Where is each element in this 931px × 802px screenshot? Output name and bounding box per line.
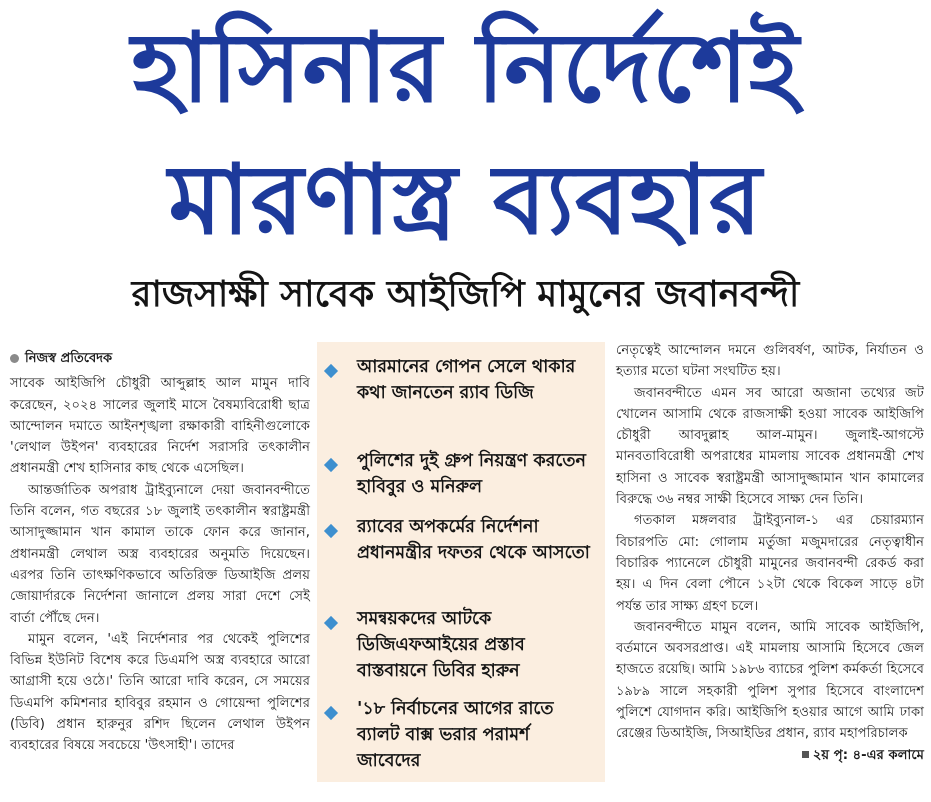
highlight-text: র‍্যাবের অপকর্মের নির্দেশনা প্রধানমন্ত্রীর দফতর থেকে আসতো <box>357 517 590 563</box>
paragraph: সাবেক আইজিপি চৌধুরী আব্দুল্লাহ আল মামুন দাবি করেছেন, ২০২৪ সালের জুলাই মাসে বৈষম্যবিরোধী ছাত্র আন্দোলন দমাতে আইনশৃঙ্খলা রক্ষাকারী বাহিনীগুলোকে 'লেথাল উইপন' ব্যবহারের নির্দেশ সরাসরি তৎকালীন প্রধানমন্ত্রী শেখ হাসিনার কাছ থেকে এসেছিল। <box>10 376 310 477</box>
highlight-text: '১৮ নির্বাচনের আগের রাতে ব্যালট বাক্স ভরার পরামর্শ জাবেদের <box>357 699 554 771</box>
highlight-text: আরমানের গোপন সেলে থাকার কথা জানতেন র‍্যাব ডিজি <box>357 357 576 403</box>
highlight-text: পুলিশের দুই গ্রুপ নিয়ন্ত্রণ করতেন হাবিবুর ও মনিরুল <box>357 451 586 497</box>
paragraph: নেতৃত্বেই আন্দোলন দমনে গুলিবর্ষণ, আটক, নির্যাতন ও হত্যার মতো ঘটনা সংঘটিত হয়। <box>616 343 924 380</box>
diamond-bullet-icon <box>324 706 338 720</box>
headline-line-2: মারণাস্ত্র ব্যবহার <box>168 144 763 256</box>
diamond-bullet-icon <box>324 524 338 538</box>
paragraph: জবানবন্দীতে এমন সব আরো অজানা তথ্যের জট খোলেন আসামি থেকে রাজসাক্ষী হওয়া সাবেক আইজিপি চৌধুরী আবদুল্লাহ আল-মামুন। জুলাই-আগস্টে মানবতাবিরোধী অপরাধের মামলায় সাবেক প্রধানমন্ত্রী শেখ হাসিনা ও সাবেক স্বরাষ্ট্রমন্ত্রী আসাদুজ্জামান খান কামালের বিরুদ্ধে ৩৬ নম্বর সাক্ষী হিসেবে সাক্ষ্য দেন তিনি। <box>616 385 924 508</box>
article-column-3 <box>616 340 924 766</box>
subheadline: রাজসাক্ষী সাবেক আইজিপি মামুনের জবানবন্দী <box>131 274 800 315</box>
diamond-bullet-icon <box>324 616 338 630</box>
paragraph: আন্তর্জাতিক অপরাধ ট্রাইব্যুনালে দেয়া জবানবন্দীতে তিনি বলেন, গত বছরের ১৮ জুলাই তৎকালীন স্বরাষ্ট্রমন্ত্রী আসাদুজ্জামান খান কামাল তাকে ফোন করে জানান, প্রধানমন্ত্রী লেথাল অস্ত্র ব্যবহারের অনুমতি দিয়েছেন। এরপর তিনি তাৎক্ষণিকভাবে অতিরিক্ত ডিআইজি প্রলয় জোয়ার্দারকে নির্দেশনা জানালে প্রলয় সারা দেশে সেই বার্তা পৌঁছে দেন। <box>10 482 310 626</box>
byline-text: নিজস্ব প্রতিবেদক <box>25 351 113 366</box>
continuation-note <box>616 745 924 766</box>
square-bullet-icon <box>802 751 809 758</box>
paragraph: গতকাল মঙ্গলবার ট্রাইব্যুনাল-১ এর চেয়ারম্যান বিচারপতি মো: গোলাম মর্তুজা মজুমদারের নেতৃত্বাধীন বিচারিক প্যানেলে চৌধুরী মামুনের জবানবন্দী রেকর্ড করা হয়। এ দিন বেলা পৌনে ১২টা থেকে বিকেল সাড়ে ৪টা পর্যন্ত তার সাক্ষ্য গ্রহণ চলে। <box>616 513 924 614</box>
headline-line-1: হাসিনার নির্দেশেই <box>131 12 800 124</box>
bullet-dot-icon <box>10 354 19 363</box>
article-column-1 <box>10 348 310 757</box>
paragraph: জবানবন্দীতে মামুন বলেন, আমি সাবেক আইজিপি, বর্তমানে অবসরপ্রাপ্ত। এই মামলায় আসামি হিসেবে জেল হাজতে রয়েছি। আমি ১৯৮৬ ব্যাচের পুলিশ কর্মকর্তা হিসেবে ১৯৮৯ সালে সহকারী পুলিশ সুপার হিসেবে বাংলাদেশ পুলিশে যোগদান করি। আইজিপি হওয়ার আগে আমি ঢাকা রেঞ্জের ডিআইজি, সিআইডির প্রধান, র‍্যাব মহাপরিচালক <box>616 619 924 742</box>
highlight-text: সমন্বয়কদের আটকে ডিজিএফআইয়ের প্রস্তাব বাস্তবায়নে ডিবির হারুন <box>357 609 525 681</box>
diamond-bullet-icon <box>324 458 338 472</box>
continuation-text: ২য় পৃ: ৪-এর কলামে <box>812 747 924 763</box>
paragraph: মামুন বলেন, 'এই নির্দেশনার পর থেকেই পুলিশের বিভিন্ন ইউনিট বিশেষ করে ডিএমপি অস্ত্র ব্যবহারে আরো আগ্রাসী হয়ে ওঠে।' তিনি আরো দাবি করেন, সে সময়ের ডিএমপি কমিশনার হাবিবুর রহমান ও গোয়েন্দা পুলিশের (ডিবি) প্রধান হারুনুর রশিদ ছিলেন লেথাল উইপন ব্যবহারের বিষয়ে সবচেয়ে 'উৎসাহী'। তাদের <box>10 631 310 754</box>
highlights-box <box>317 342 605 782</box>
byline <box>10 348 310 369</box>
diamond-bullet-icon <box>324 364 338 378</box>
